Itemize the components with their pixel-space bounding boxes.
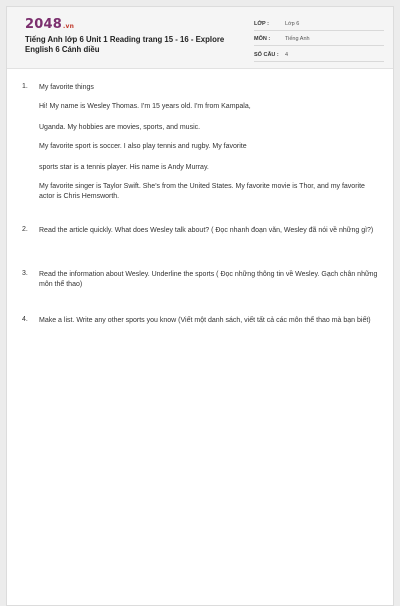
meta-subject-value: Tiếng Anh xyxy=(285,36,310,42)
passage-line: sports star is a tennis player. His name is Andy Murray. xyxy=(39,164,209,171)
site-logo[interactable] xyxy=(25,17,74,32)
question-text: Make a list. Write any other sports you know (Viết một danh sách, viết tất cả các môn thể thao mà bạn biết) xyxy=(39,317,371,324)
question-number: 1. xyxy=(22,83,28,90)
meta-grade-label: LỚP : xyxy=(254,21,269,27)
logo-suffix: .vn xyxy=(62,23,75,30)
meta-question-count-value: 4 xyxy=(285,52,289,58)
header xyxy=(7,7,393,69)
meta-question-count-label: SỐ CÂU : xyxy=(254,52,279,58)
passage-line: Uganda. My hobbies are movies, sports, and music. xyxy=(39,124,201,131)
page-title: Tiếng Anh lớp 6 Unit 1 Reading trang 15 - 16 - Explore English 6 Cánh diều xyxy=(25,35,225,54)
meta-question-count-row xyxy=(254,48,384,62)
question-text: Read the information about Wesley. Underline the sports ( Đọc những thông tin về Wesley. Gạch chân những môn thể thao) xyxy=(39,271,378,288)
question-number: 3. xyxy=(22,270,28,277)
meta-subject-row xyxy=(254,32,384,46)
question-number: 2. xyxy=(22,226,28,233)
meta-grade-value: Lớp 6 xyxy=(285,21,300,27)
passage-line: My favorite sport is soccer. I also play tennis and rugby. My favorite xyxy=(39,143,247,150)
passage-line: My favorite singer is Taylor Swift. She's from the United States. My favorite movie is Thor, and my favorite actor is Chris Hemsworth. xyxy=(39,183,365,200)
question-heading: My favorite things xyxy=(39,84,94,91)
worksheet xyxy=(6,6,394,606)
question-text: Read the article quickly. What does Wesley talk about? ( Đọc nhanh đoạn văn, Wesley đã nói về những gì?) xyxy=(39,227,374,234)
logo-text: 2048 xyxy=(25,17,62,32)
question-number: 4. xyxy=(22,316,28,323)
meta-grade-row xyxy=(254,17,384,31)
meta-subject-label: MÔN : xyxy=(254,36,271,42)
passage-line: Hi! My name is Wesley Thomas. I'm 15 years old. I'm from Kampala, xyxy=(39,103,251,110)
